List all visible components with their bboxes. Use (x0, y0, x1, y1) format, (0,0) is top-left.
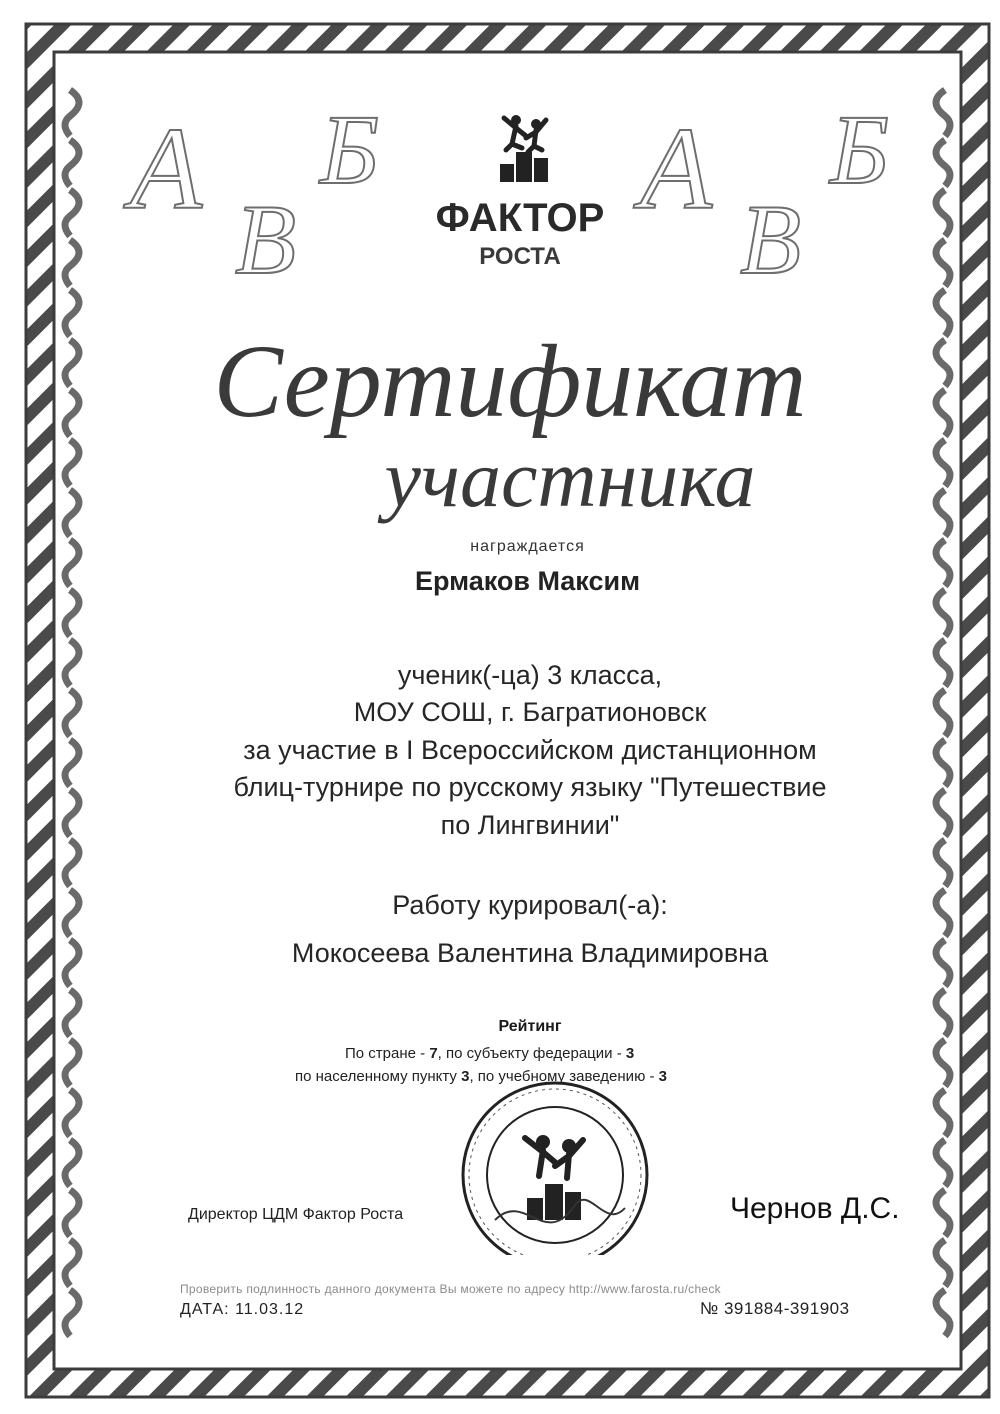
rating-region-value: 3 (625, 1045, 635, 1062)
decor-letter-b-left: Б (320, 94, 379, 205)
border-swirl (936, 1290, 950, 1336)
recipient-name: Ермаков Максим (414, 566, 641, 596)
border-swirl (65, 1290, 79, 1336)
certificate-title: Сертификат (213, 324, 807, 439)
certificate-number: № 391884-391903 (700, 1299, 850, 1318)
border-swirl (65, 1190, 79, 1236)
decor-letter-a-right: А (640, 103, 713, 234)
logo-name: ФАКТОР (435, 196, 605, 240)
border-swirl (65, 190, 79, 236)
rating-title: Рейтинг (498, 1018, 562, 1035)
border-swirl (65, 840, 79, 886)
decor-letter-v-left: В (235, 184, 297, 295)
rating-city-label: по населенному пункту (295, 1068, 462, 1085)
border-swirl (936, 640, 950, 686)
verification-note: Проверить подлинность данного документа Вы можете по адресу http://www.farosta.ru/check (180, 1282, 721, 1296)
border-swirl (65, 490, 79, 536)
rating-region-label: , по субъекту федерации - (437, 1045, 626, 1062)
border-swirl (936, 1090, 950, 1136)
body-line-3: за участие в I Всероссийском дистанционном (243, 735, 817, 765)
decor-letter-a-left: А (130, 103, 203, 234)
issue-date: ДАТА: 11.03.12 (180, 1301, 305, 1318)
director-signature-name: Чернов Д.С. (730, 1192, 900, 1225)
decor-letter-b-right: Б (830, 94, 889, 205)
round-stamp (455, 1080, 665, 1255)
rating-country-label: По стране - (345, 1045, 430, 1062)
rating-country-value: 7 (429, 1045, 438, 1062)
border-swirl (65, 940, 79, 986)
body-line-1: ученик(-ца) 3 класса, (397, 660, 663, 690)
certificate-subtitle: участника (384, 433, 756, 524)
rating-city-value: 3 (461, 1068, 470, 1085)
rating-line-1 (345, 1045, 634, 1062)
border-swirl (65, 1090, 79, 1136)
border-swirl (65, 640, 79, 686)
rating-school-label: , по учебному заведению - (469, 1068, 659, 1085)
border-swirl (65, 1240, 79, 1286)
curator-label: Работу курировал(-а): (392, 890, 668, 920)
border-swirl (936, 740, 950, 786)
border-swirl (936, 690, 950, 736)
border-swirl (936, 1140, 950, 1186)
border-swirl (936, 790, 950, 836)
logo-subname: РОСТА (479, 243, 561, 270)
border-swirl (936, 890, 950, 936)
border-swirl (65, 90, 79, 136)
director-label: Директор ЦДМ Фактор Роста (188, 1206, 404, 1223)
border-swirl (936, 90, 950, 136)
border-swirl (65, 690, 79, 736)
decor-letter-v-right: В (740, 184, 802, 295)
border-swirl (936, 190, 950, 236)
body-line-2: МОУ СОШ, г. Багратионовск (353, 697, 707, 727)
border-swirl (65, 440, 79, 486)
curator-name: Мокосеева Валентина Владимировна (291, 938, 769, 968)
rating-school-value: 3 (658, 1068, 667, 1085)
awarded-label: награждается (470, 538, 585, 555)
border-swirl (936, 1240, 950, 1286)
border-swirl (65, 140, 79, 186)
border-swirl (936, 140, 950, 186)
border-swirl (65, 890, 79, 936)
border-swirl (65, 1040, 79, 1086)
border-swirl (936, 840, 950, 886)
border-swirl (936, 240, 950, 286)
border-swirl (65, 790, 79, 836)
border-swirl (65, 240, 79, 286)
border-swirl (936, 1190, 950, 1236)
people-podium-icon (492, 110, 558, 182)
border-swirl (65, 1140, 79, 1186)
border-swirl (936, 1040, 950, 1086)
body-line-4: блиц-турнире по русскому языку "Путешествие (233, 772, 827, 802)
border-swirl (936, 940, 950, 986)
border-swirl (65, 740, 79, 786)
body-line-5: по Лингвинии" (440, 810, 620, 840)
